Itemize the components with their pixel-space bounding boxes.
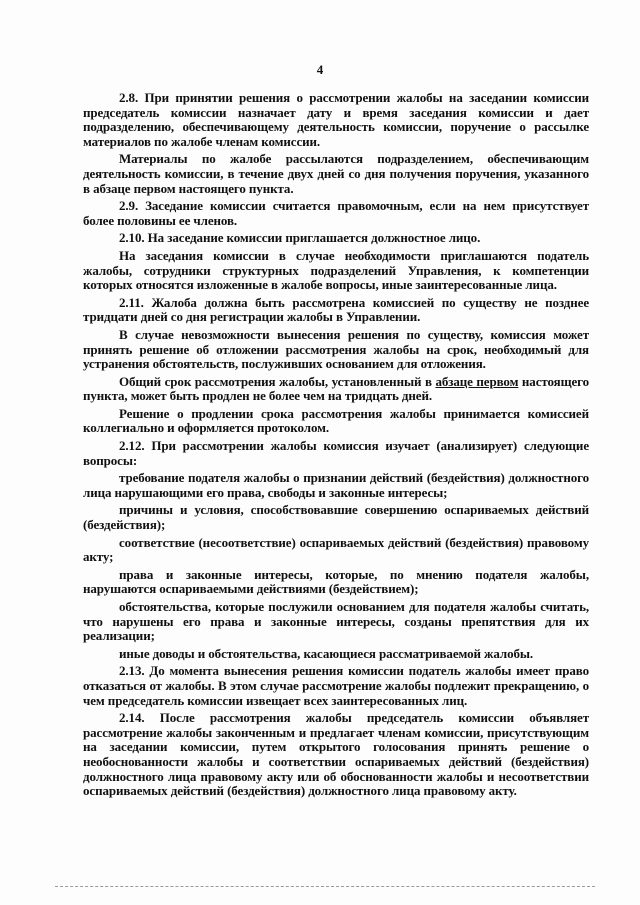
list-item-other: иные доводы и обстоятельства, касающиеся рассматриваемой жалобы. bbox=[119, 645, 534, 661]
paragraph-2-14: 2.14. После рассмотрения жалобы председатель комиссии объявляет рассмотрение жалобы законченным и предлагает членам комиссии, присутствующим на заседании комиссии, путем открытого голосования принять решение о необоснованности жалобы и соответствии оспариваемых действий (бездействия) должностного лица правовому акту или об обоснованности жалобы и несоответствии оспариваемых действий (бездействия) должностного лица правовому акту. bbox=[83, 710, 589, 799]
paragraph-2-10: 2.10. На заседание комиссии приглашается должностное лицо. bbox=[119, 230, 481, 246]
term-text-before: Общий срок рассмотрения жалобы, установленный в bbox=[119, 373, 436, 389]
paragraph-postponement: В случае невозможности вынесения решения по существу, комиссия может принять решение об отложении рассмотрения жалобы на срок, необходимый для устранения обстоятельств, послуживших основанием для отложения. bbox=[83, 326, 589, 372]
paragraph-materials: Материалы по жалобе рассылаются подразделением, обеспечивающим деятельность комиссии, в течение двух дней со дня получения поручения, указанного в абзаце первом настоящего пункта. bbox=[83, 151, 589, 196]
paragraph-invitees: На заседания комиссии в случае необходимости приглашаются податель жалобы, сотрудники структурных подразделений Управления, к компетенции которых относятся изложенные в жалобе вопросы, иные заинтересованные лица. bbox=[83, 247, 589, 293]
term-text-after: настоящего пункта, может быть продлен не более чем на тридцать дней. bbox=[83, 373, 589, 404]
paragraph-2-12: 2.12. При рассмотрении жалобы комиссия изучает (анализирует) следующие вопросы: bbox=[83, 438, 589, 468]
paragraph-2-9: 2.9. Заседание комиссии считается правомочным, если на нем присутствует более половины ее членов. bbox=[83, 198, 589, 228]
paragraph-reference-link[interactable]: абзаце первом bbox=[435, 373, 519, 389]
list-item-demand: требование подателя жалобы о признании действий (бездействия) должностного лица нарушающими его права, свободы и законные интересы; bbox=[83, 470, 589, 500]
paragraph-2-8: 2.8. При принятии решения о рассмотрении жалобы на заседании комиссии председатель комиссии назначает дату и время заседания комиссии и дает подразделению, обеспечивающему деятельность комиссии, поручение о рассылке материалов по жалобе членам комиссии. bbox=[83, 90, 589, 149]
paragraph-2-13: 2.13. До момента вынесения решения комиссии податель жалобы имеет право отказаться от жалобы. В этом случае рассмотрение жалобы подлежит прекращению, о чем председатель комиссии извещает всех заинтересованных лиц. bbox=[83, 663, 589, 708]
list-item-compliance: соответствие (несоответствие) оспариваемых действий (бездействия) правовому акту; bbox=[83, 534, 589, 565]
paragraph-extension: Решение о продлении срока рассмотрения жалобы принимается комиссией коллегиально и оформляется протоколом. bbox=[83, 405, 589, 436]
page-number: 4 bbox=[316, 62, 324, 77]
list-item-circumstances: обстоятельства, которые послужили основанием для подателя жалобы считать, что нарушены его права и законные интересы, созданы препятствия для их реализации; bbox=[83, 599, 589, 644]
list-item-causes: причины и условия, способствовавшие совершению оспариваемых действий (бездействия); bbox=[83, 502, 589, 533]
document-body bbox=[83, 91, 589, 802]
paragraph-total-term bbox=[83, 375, 589, 404]
footer-dashed-line bbox=[55, 886, 595, 887]
list-item-rights: права и законные интересы, которые, по мнению подателя жалобы, нарушаются оспариваемыми действиями (бездействием); bbox=[83, 566, 589, 597]
paragraph-2-11: 2.11. Жалоба должна быть рассмотрена комиссией по существу не позднее тридцати дней со дня регистрации жалобы в Управлении. bbox=[83, 294, 589, 325]
